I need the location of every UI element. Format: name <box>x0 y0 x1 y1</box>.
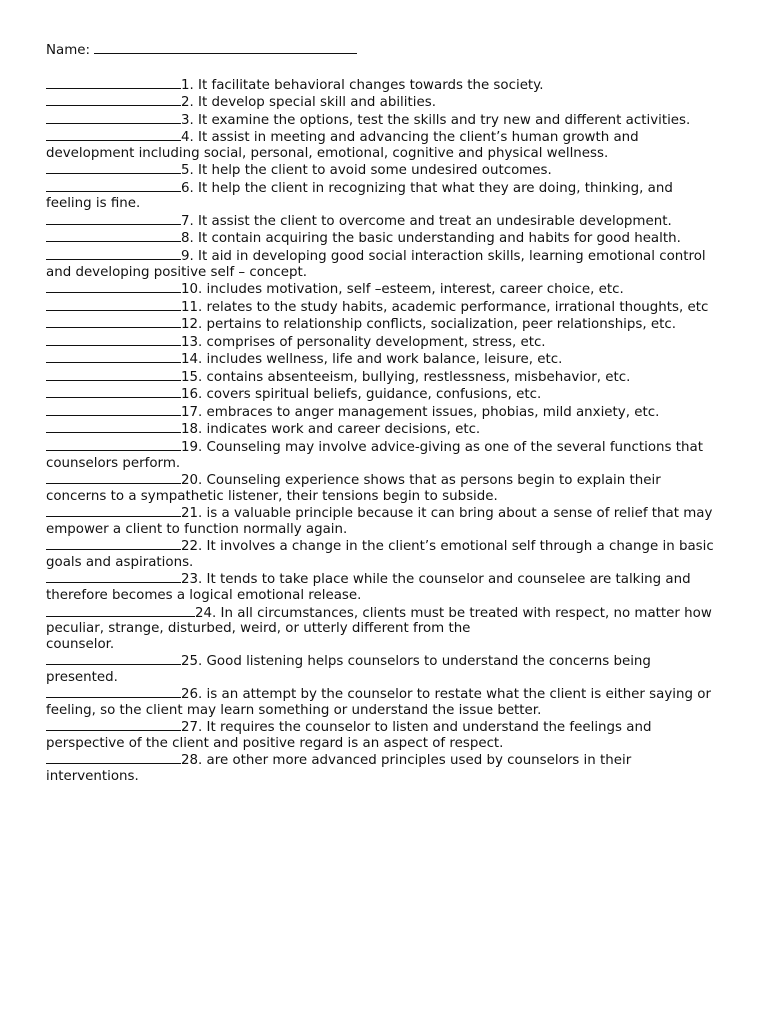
question-text-11: 11. relates to the study habits, academic performance, irrational thoughts, etc <box>181 299 709 315</box>
question-text-16: 16. covers spiritual beliefs, guidance, confusions, etc. <box>181 387 542 403</box>
question-item-14 <box>46 350 722 368</box>
question-text-9: 9. It aid in developing good social interaction skills, learning emotional control and developing positive self – concept. <box>46 249 706 280</box>
question-text-26: 26. is an attempt by the counselor to restate what the client is either saying or feeling, so the client may learn something or understand the issue better. <box>46 687 711 718</box>
question-text-15: 15. contains absenteeism, bullying, restlessness, misbehavior, etc. <box>181 369 631 385</box>
question-item-17 <box>46 403 722 421</box>
question-text-5: 5. It help the client to avoid some undesired outcomes. <box>181 163 552 179</box>
answer-blank-27[interactable] <box>46 718 181 731</box>
answer-blank-15[interactable] <box>46 368 181 381</box>
question-text-6: 6. It help the client in recognizing that what they are doing, thinking, and feeling is fine. <box>46 180 673 212</box>
question-item-2 <box>46 93 722 111</box>
question-text-3: 3. It examine the options, test the skills and try new and different activities. <box>181 112 691 128</box>
answer-blank-21[interactable] <box>46 504 181 517</box>
answer-blank-18[interactable] <box>46 420 181 433</box>
name-line <box>46 41 722 59</box>
question-item-13 <box>46 333 722 351</box>
answer-blank-13[interactable] <box>46 333 181 346</box>
name-label: Name: <box>46 43 91 58</box>
question-item-20 <box>46 471 722 504</box>
question-item-12 <box>46 315 722 333</box>
question-text-17: 17. embraces to anger management issues, phobias, mild anxiety, etc. <box>181 404 660 420</box>
question-item-28 <box>46 751 722 784</box>
question-item-18 <box>46 420 722 438</box>
worksheet-page <box>46 41 722 785</box>
answer-blank-28[interactable] <box>46 751 181 764</box>
answer-blank-1[interactable] <box>46 76 181 89</box>
answer-blank-2[interactable] <box>46 93 181 106</box>
answer-blank-11[interactable] <box>46 298 181 311</box>
question-item-19 <box>46 438 722 471</box>
question-text-12: 12. pertains to relationship conflicts, socialization, peer relationships, etc. <box>181 317 676 333</box>
answer-blank-5[interactable] <box>46 161 181 174</box>
answer-blank-3[interactable] <box>46 111 181 124</box>
answer-blank-26[interactable] <box>46 685 181 698</box>
question-text-7: 7. It assist the client to overcome and treat an undesirable development. <box>181 213 672 229</box>
question-item-5 <box>46 161 722 179</box>
question-item-23 <box>46 570 722 603</box>
answer-blank-8[interactable] <box>46 229 181 242</box>
question-text-22: 22. It involves a change in the client’s emotional self through a change in basic goals and aspirations. <box>46 539 714 570</box>
name-answer-blank[interactable] <box>94 41 357 54</box>
question-item-16 <box>46 385 722 403</box>
answer-blank-10[interactable] <box>46 280 181 293</box>
question-item-21 <box>46 504 722 537</box>
question-item-22 <box>46 537 722 570</box>
answer-blank-16[interactable] <box>46 385 181 398</box>
question-item-6 <box>46 179 722 212</box>
answer-blank-6[interactable] <box>46 179 181 192</box>
question-item-9 <box>46 247 722 280</box>
question-item-24 <box>46 604 722 653</box>
answer-blank-17[interactable] <box>46 403 181 416</box>
answer-blank-12[interactable] <box>46 315 181 328</box>
question-text-10: 10. includes motivation, self –esteem, interest, career choice, etc. <box>181 282 624 298</box>
answer-blank-9[interactable] <box>46 247 181 260</box>
question-text-19: 19. Counseling may involve advice-giving as one of the several functions that counselors perform. <box>46 440 703 471</box>
answer-blank-7[interactable] <box>46 212 181 225</box>
answer-blank-22[interactable] <box>46 537 181 550</box>
question-text-1: 1. It facilitate behavioral changes towards the society. <box>181 77 544 93</box>
question-text-2: 2. It develop special skill and abilities. <box>181 95 436 111</box>
question-item-25 <box>46 652 722 685</box>
answer-blank-25[interactable] <box>46 652 181 665</box>
question-item-7 <box>46 212 722 230</box>
question-text-4: 4. It assist in meeting and advancing the client’s human growth and development including social, personal, emotional, cognitive and physical wellness. <box>46 130 639 161</box>
question-text-28: 28. are other more advanced principles used by counselors in their interventions. <box>46 753 632 784</box>
question-item-15 <box>46 368 722 386</box>
answer-blank-24[interactable] <box>46 604 195 617</box>
question-text-20: 20. Counseling experience shows that as persons begin to explain their concerns to a sympathetic listener, their tensions begin to subside. <box>46 473 661 504</box>
question-text-18: 18. indicates work and career decisions, etc. <box>181 422 481 438</box>
question-item-1 <box>46 76 722 94</box>
answer-blank-14[interactable] <box>46 350 181 363</box>
question-item-27 <box>46 718 722 751</box>
question-text-14: 14. includes wellness, life and work balance, leisure, etc. <box>181 352 563 368</box>
question-text-13: 13. comprises of personality development, stress, etc. <box>181 334 546 350</box>
answer-blank-23[interactable] <box>46 570 181 583</box>
question-item-4 <box>46 128 722 161</box>
question-item-10 <box>46 280 722 298</box>
answer-blank-4[interactable] <box>46 128 181 141</box>
question-item-11 <box>46 298 722 316</box>
question-text-25: 25. Good listening helps counselors to understand the concerns being presented. <box>46 654 651 685</box>
question-text-24: 24. In all circumstances, clients must be treated with respect, no matter how peculiar, strange, disturbed, weird, or utterly different from the <box>46 605 712 637</box>
question-item-3 <box>46 111 722 129</box>
question-text-24-continuation: counselor. <box>46 636 115 652</box>
question-text-23: 23. It tends to take place while the counselor and counselee are talking and therefore becomes a logical emotional release. <box>46 572 691 603</box>
question-item-8 <box>46 229 722 247</box>
question-item-26 <box>46 685 722 718</box>
answer-blank-19[interactable] <box>46 438 181 451</box>
question-text-21: 21. is a valuable principle because it can bring about a sense of relief that may empower a client to function normally again. <box>46 506 713 537</box>
question-text-27: 27. It requires the counselor to listen and understand the feelings and perspective of the client and positive regard is an aspect of respect. <box>46 720 652 751</box>
question-text-8: 8. It contain acquiring the basic understanding and habits for good health. <box>181 231 681 247</box>
answer-blank-20[interactable] <box>46 471 181 484</box>
